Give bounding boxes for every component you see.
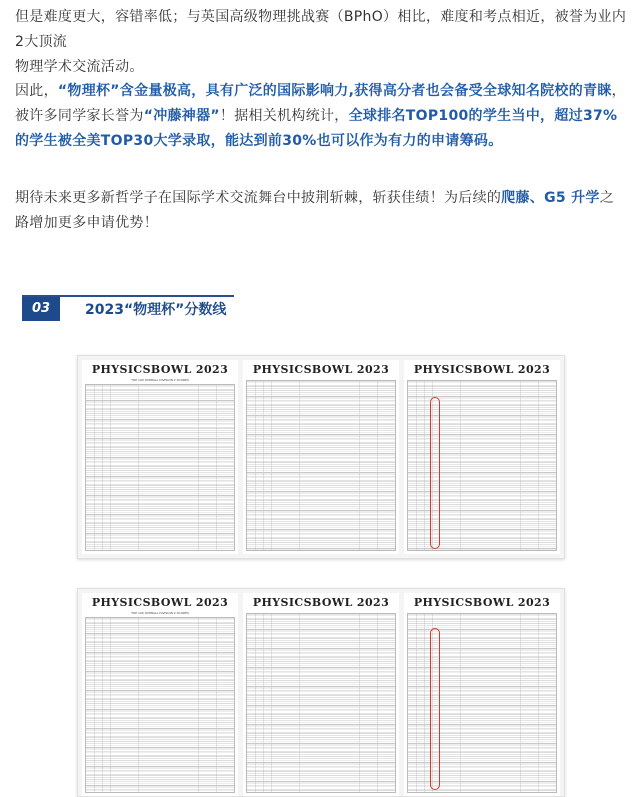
highlight-text: 爬藤、G5 升学 <box>501 190 600 206</box>
score-table <box>407 380 557 551</box>
paragraph-outlook: 期待未来更多新哲学子在国际学术交流舞台中披荆斩棘，斩获佳绩！为后续的爬藤、G5 升学之路增加更多申请优势！ <box>15 190 615 231</box>
score-sheet <box>404 360 560 554</box>
score-sheet <box>82 593 238 796</box>
score-sheet <box>404 593 560 796</box>
score-table <box>246 380 396 551</box>
physicsbowl-logo: PHYSICSBOWL 2023 <box>252 363 390 376</box>
physicsbowl-logo: PHYSICSBOWL 2023 <box>91 596 229 609</box>
score-table <box>85 617 235 793</box>
paragraph-intro: 但是难度更大，容错率低；与英国高级物理挑战赛（BPhO）相比，难度和考点相近，被誉为业内2大顶流 物理学术交流活动。 <box>15 9 627 75</box>
highlight-text: “冲藤神器” <box>143 108 220 124</box>
score-table <box>85 384 235 551</box>
section-header <box>22 295 234 325</box>
physicsbowl-logo: PHYSICSBOWL 2023 <box>252 596 390 609</box>
paragraph-value: 因此，“物理杯”含金量极高，具有广泛的国际影响力,获得高分者也会备受全球知名院校的青睐，被许多同学家长誉为“冲藤神器”！据相关机构统计，全球排名TOP100的学生当中，超过37%的学生被全美TOP30大学录取，能达到前30%也可以作为有力的申请筹码。 <box>15 83 626 149</box>
score-image-1[interactable] <box>77 355 565 559</box>
score-table <box>407 613 557 793</box>
score-sheet <box>82 360 238 554</box>
physicsbowl-logo: PHYSICSBOWL 2023 <box>413 363 551 376</box>
physicsbowl-logo: PHYSICSBOWL 2023 <box>413 596 551 609</box>
highlight-circle <box>430 397 440 549</box>
section-number: 03 <box>22 297 60 321</box>
score-sheet <box>243 360 399 554</box>
sheet-subtitle: TOP 100 OVERALL DIVISION 2 SCORES <box>131 378 189 382</box>
highlight-text: 全球排名TOP100的学生当中，超过37%的学生被全美TOP30大学录取，能达到前30%也可以作为有力的申请筹码。 <box>15 108 618 149</box>
score-image-2[interactable] <box>77 588 565 797</box>
highlight-circle <box>430 628 440 790</box>
score-sheet <box>243 593 399 796</box>
sheet-subtitle: TOP 100 OVERALL DIVISION 2 SCORES <box>131 611 189 615</box>
section-title: 2023“物理杯”分数线 <box>85 302 227 318</box>
score-table <box>246 613 396 793</box>
highlight-text: “物理杯”含金量极高，具有广泛的国际影响力,获得高分者也会备受全球知名院校的青睐 <box>57 83 612 99</box>
physicsbowl-logo: PHYSICSBOWL 2023 <box>91 363 229 376</box>
